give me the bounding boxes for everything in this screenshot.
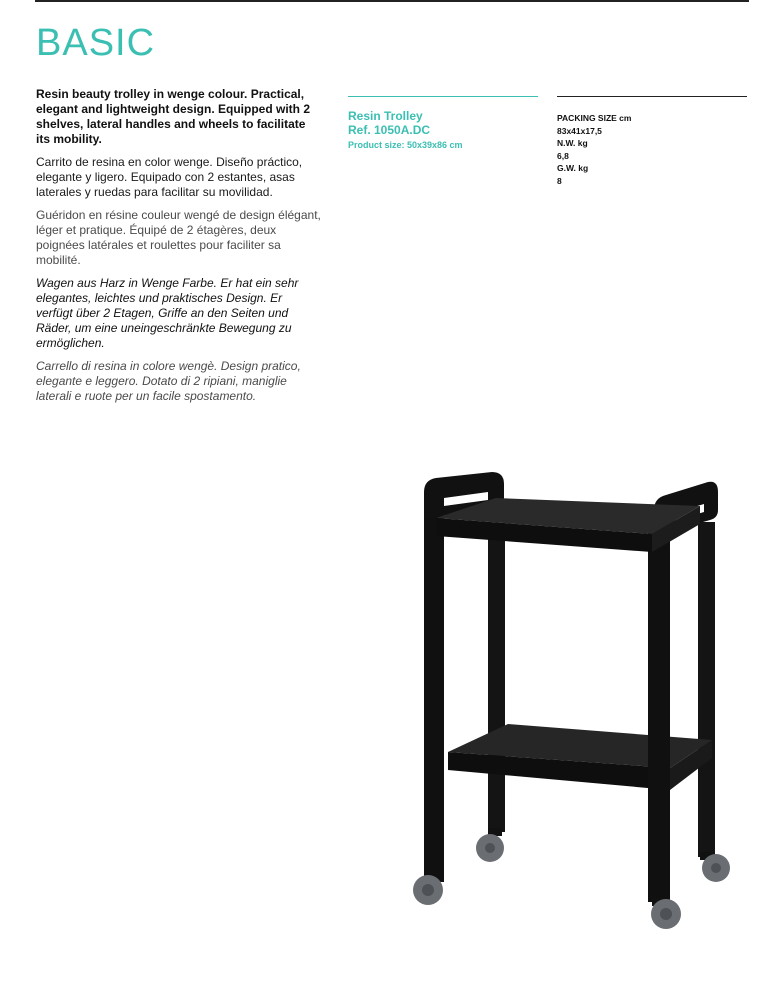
- description-spanish: Carrito de resina en color wenge. Diseño práctico, elegante y ligero. Equipado con 2 estantes, asas laterales y ruedas para facilitar su movilidad.: [36, 155, 303, 199]
- packing-info: [557, 112, 631, 187]
- page-title: BASIC: [36, 22, 156, 64]
- back-right-leg: [698, 522, 715, 857]
- trolley-image: [400, 462, 750, 942]
- description-english: Resin beauty trolley in wenge colour. Practical, elegant and lightweight design. Equipped with 2 shelves, lateral handles and wheels to facilitate its mobility.: [36, 87, 311, 146]
- back-left-leg: [488, 532, 505, 832]
- gross-weight-label: G.W. kg: [557, 163, 589, 173]
- product-size: Product size: 50x39x86 cm: [348, 140, 463, 150]
- front-right-leg: [648, 517, 670, 902]
- description-french: Guéridon en résine couleur wengé de design élégant, léger et pratique. Équipé de 2 étagères, deux poignées latérales et roulettes pour faciliter sa mobilité.: [36, 208, 321, 267]
- wheel-back-right: [700, 852, 730, 882]
- packing-size-value: 83x41x17,5: [557, 125, 602, 136]
- descriptions: [36, 87, 321, 412]
- net-weight-label: N.W. kg: [557, 138, 588, 148]
- wheel-front-left: [413, 875, 443, 905]
- top-rule: [35, 0, 749, 2]
- wheel-front-right: [651, 898, 681, 929]
- packing-size-label: PACKING SIZE cm: [557, 113, 632, 123]
- gross-weight-value: 8: [557, 175, 562, 186]
- packing-rule: [557, 96, 747, 97]
- front-left-leg: [424, 502, 444, 882]
- description-german: Wagen aus Harz in Wenge Farbe. Er hat ein sehr elegantes, leichtes und praktisches Design. Er verfügt über 2 Etagen, Griffe an den Seiten und Räder, um eine uneingeschränkte Bewegung zu ermöglichen.: [36, 276, 299, 350]
- product-info: [348, 109, 463, 152]
- description-italian: Carrello di resina in colore wengè. Design pratico, elegante e leggero. Dotato di 2 ripiani, maniglie laterali e ruote per un facile spostamento.: [36, 359, 301, 403]
- product-ref: Ref. 1050A.DC: [348, 123, 431, 137]
- net-weight-value: 6,8: [557, 150, 569, 161]
- product-rule: [348, 96, 538, 97]
- product-name: Resin Trolley: [348, 109, 423, 123]
- wheel-back-left: [476, 828, 504, 862]
